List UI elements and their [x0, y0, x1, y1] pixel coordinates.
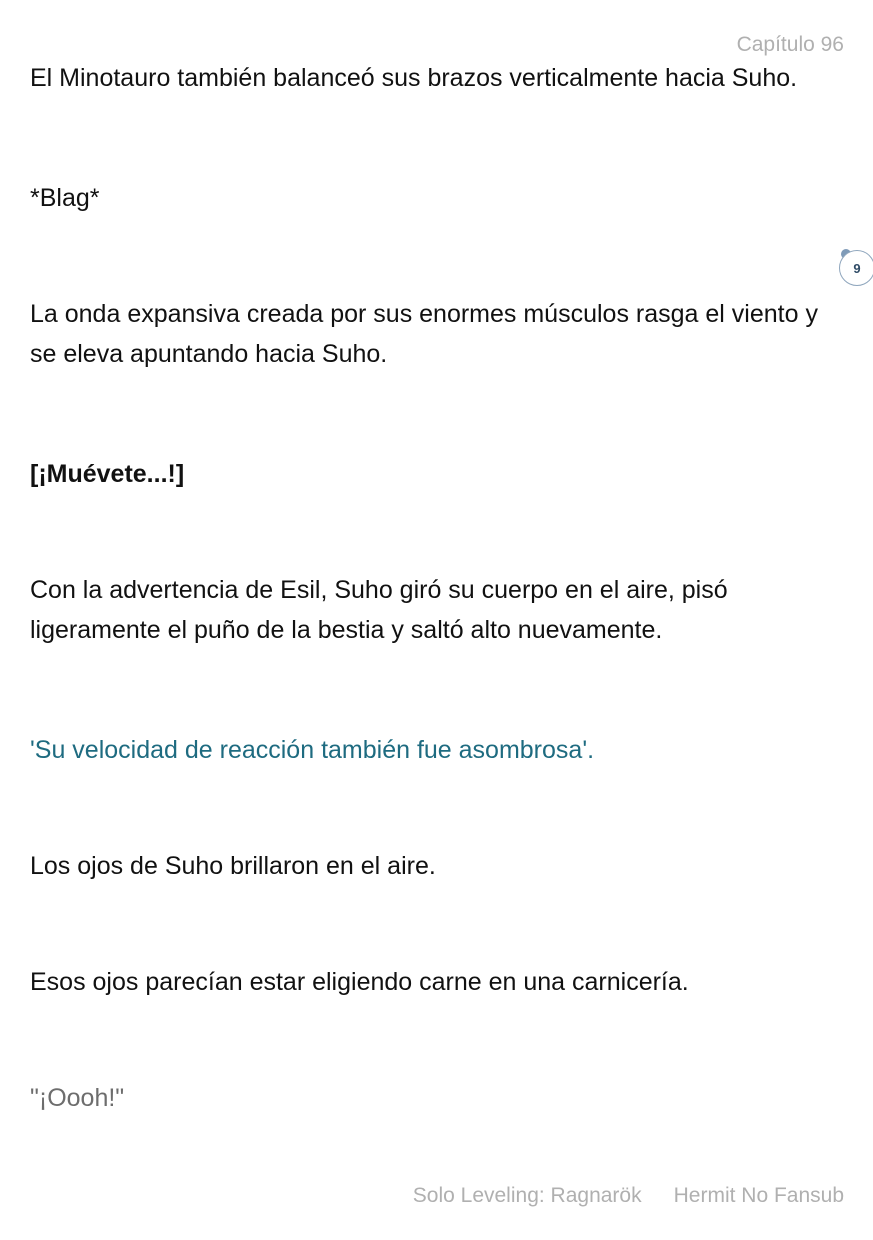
translator-credit: Hermit No Fansub: [673, 1184, 844, 1207]
paragraph-9-shout: "¡Oooh!": [30, 1084, 125, 1112]
page-footer: [413, 1183, 844, 1209]
paragraph-7: Los ojos de Suho brillaron en el aire.: [30, 852, 436, 880]
paragraph-1: El Minotauro también balanceó sus brazos verticalmente hacia Suho.: [30, 64, 798, 92]
paragraph-3: La onda expansiva creada por sus enormes músculos rasga el viento y se eleva apuntando hacia Suho.: [30, 300, 818, 368]
paragraph-6-thought: 'Su velocidad de reacción también fue asombrosa'.: [30, 736, 595, 764]
chapter-label: Capítulo 96: [736, 33, 844, 56]
paragraph-8: Esos ojos parecían estar eligiendo carne en una carnicería.: [30, 968, 689, 996]
paragraph-5: Con la advertencia de Esil, Suho giró su cuerpo en el aire, pisó ligeramente el puño de la bestia y saltó alto nuevamente.: [30, 576, 728, 644]
book-title: Solo Leveling: Ragnarök: [412, 1184, 642, 1207]
paragraph-2: *Blag*: [30, 184, 100, 212]
page-number-badge[interactable]: 9: [839, 250, 873, 286]
chapter-text: [30, 58, 830, 1118]
paragraph-4-dialogue: [¡Muévete...!]: [30, 460, 185, 488]
